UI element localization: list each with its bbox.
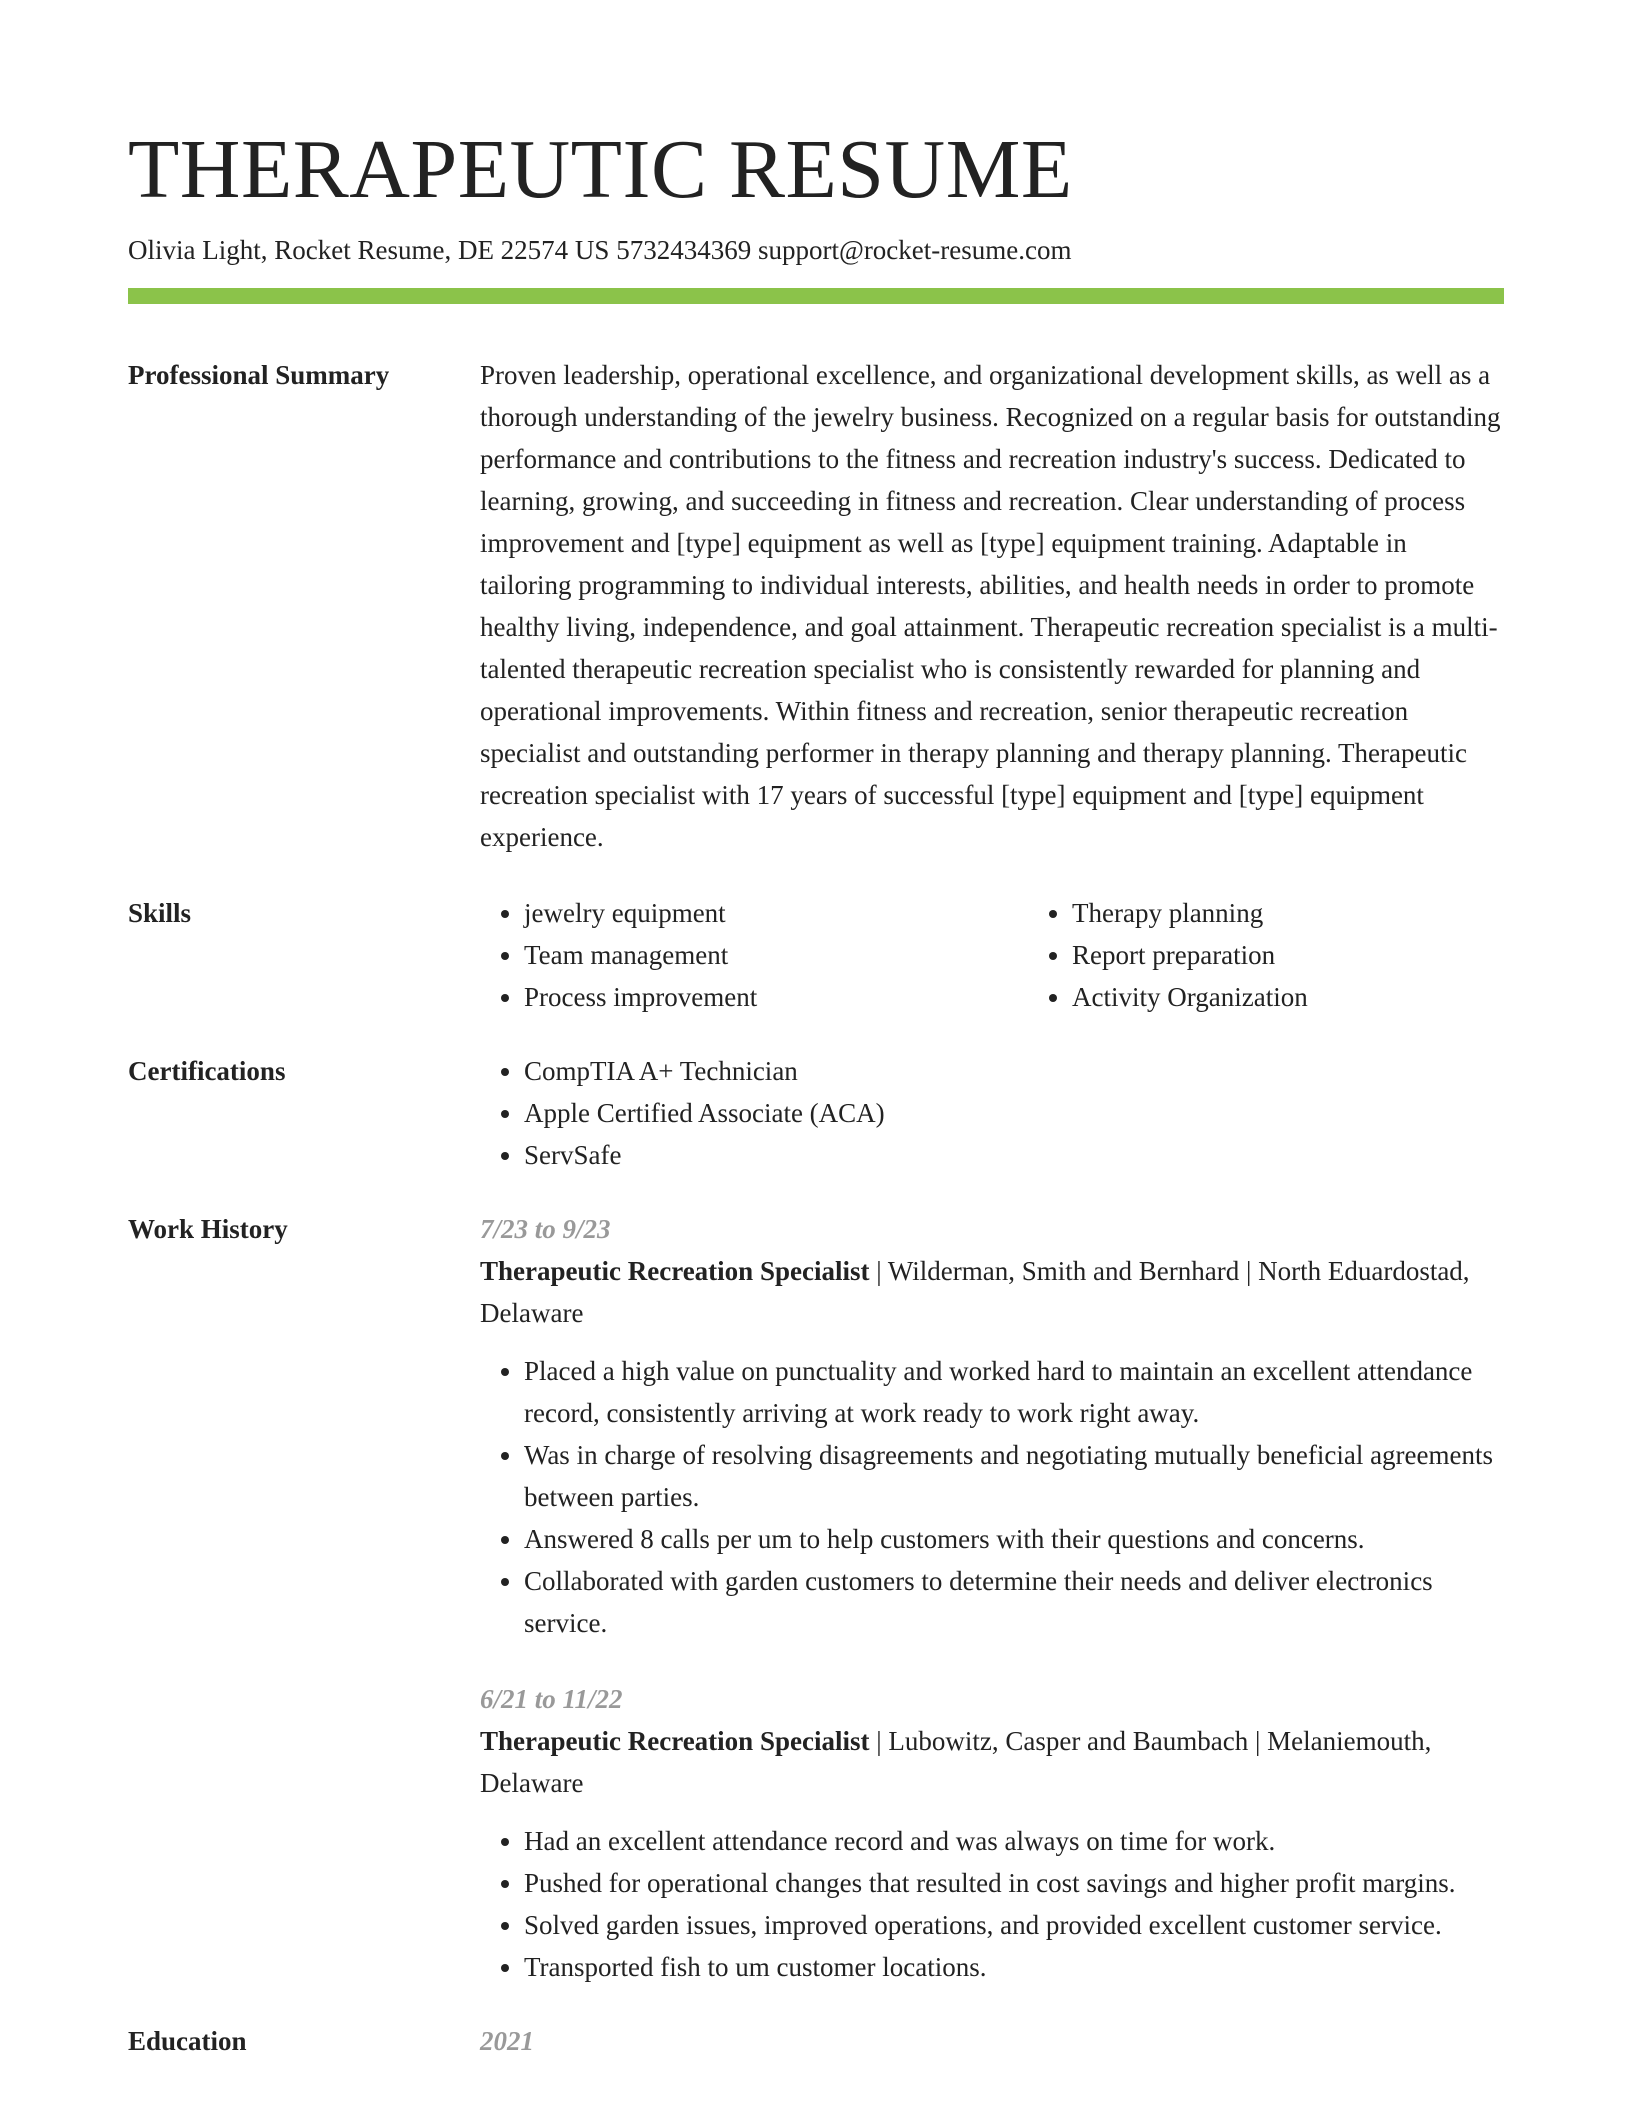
list-item: • Solved garden issues, improved operations, and provided excellent customer service.: [524, 1904, 1504, 1946]
job-entry: [480, 1678, 1504, 1988]
list-item: • Was in charge of resolving disagreements and negotiating mutually beneficial agreements between parties.: [524, 1434, 1504, 1518]
list-item: • Apple Certified Associate (ACA): [524, 1092, 1504, 1134]
section-label: Certifications: [128, 1056, 286, 1086]
education-body: [480, 2020, 1504, 2062]
section-skills: [128, 892, 1504, 1018]
skills-list-left: [480, 892, 1028, 1018]
list-item: • jewelry equipment: [524, 892, 1028, 934]
list-item: • Report preparation: [1072, 934, 1576, 976]
section-education: [128, 2020, 1504, 2062]
work-history-body: [480, 1208, 1504, 1988]
section-label: Work History: [128, 1214, 288, 1244]
list-item: • Had an excellent attendance record and was always on time for work.: [524, 1820, 1504, 1862]
job-title: Therapeutic Recreation Specialist: [480, 1256, 870, 1286]
accent-divider: [128, 288, 1504, 304]
contact-line: Olivia Light, Rocket Resume, DE 22574 US 5732434369 support@rocket-resume.com: [128, 235, 1072, 265]
job-heading: [480, 1720, 1504, 1804]
list-item: • Process improvement: [524, 976, 1028, 1018]
list-item: • Answered 8 calls per um to help customers with their questions and concerns.: [524, 1518, 1504, 1560]
job-details: | Wilderman, Smith and Bernhard | North Eduardostad, Delaware: [480, 1256, 1470, 1328]
list-item: • CompTIA A+ Technician: [524, 1050, 1504, 1092]
section-label: Education: [128, 2026, 247, 2056]
list-item: • Collaborated with garden customers to determine their needs and deliver electronics service.: [524, 1560, 1504, 1644]
resume-page: [128, 122, 1504, 2062]
list-item: • Pushed for operational changes that resulted in cost savings and higher profit margins.: [524, 1862, 1504, 1904]
education-date: 2021: [480, 2026, 534, 2056]
list-item: • Placed a high value on punctuality and worked hard to maintain an excellent attendance record, consistently arriving at work ready to work right away.: [524, 1350, 1504, 1434]
certifications-body: [480, 1050, 1504, 1176]
section-label: Professional Summary: [128, 360, 390, 390]
job-heading: [480, 1250, 1504, 1334]
skills-columns: [480, 892, 1576, 1018]
skills-list-right: [1028, 892, 1576, 1018]
job-title: Therapeutic Recreation Specialist: [480, 1726, 870, 1756]
list-item: • Transported fish to um customer locations.: [524, 1946, 1504, 1988]
job-bullets: [480, 1820, 1504, 1988]
job-date: 7/23 to 9/23: [480, 1214, 611, 1244]
certifications-list: [480, 1050, 1504, 1176]
summary-text: Proven leadership, operational excellence, and organizational development skills, as well as a thorough understanding of the jewelry business. Recognized on a regular basis for outstanding performance and contributions to the fitness and recreation industry's success. Dedicated to learning, growing, and succeeding in fitness and recreation. Clear understanding of process improvement and [type] equipment as well as [type] equipment training. Adaptable in tailoring programming to individual interests, abilities, and health needs in order to promote healthy living, independence, and goal attainment. Therapeutic recreation specialist is a multi-talented therapeutic recreation specialist who is consistently rewarded for planning and operational improvements. Within fitness and recreation, senior therapeutic recreation specialist and outstanding performer in therapy planning and therapy planning. Therapeutic recreation specialist with 17 years of successful [type] equipment and [type] equipment experience.: [480, 360, 1501, 852]
section-label: Skills: [128, 898, 192, 928]
section-professional-summary: [128, 354, 1504, 858]
job-bullets: [480, 1350, 1504, 1644]
resume-title: THERAPEUTIC RESUME: [128, 123, 1073, 216]
job-date: 6/21 to 11/22: [480, 1684, 623, 1714]
list-item: • Activity Organization: [1072, 976, 1576, 1018]
list-item: • Team management: [524, 934, 1028, 976]
section-certifications: [128, 1050, 1504, 1176]
job-entry: [480, 1208, 1504, 1644]
list-item: • ServSafe: [524, 1134, 1504, 1176]
section-work-history: [128, 1208, 1504, 1988]
job-details: | Lubowitz, Casper and Baumbach | Melaniemouth, Delaware: [480, 1726, 1432, 1798]
list-item: • Therapy planning: [1072, 892, 1576, 934]
